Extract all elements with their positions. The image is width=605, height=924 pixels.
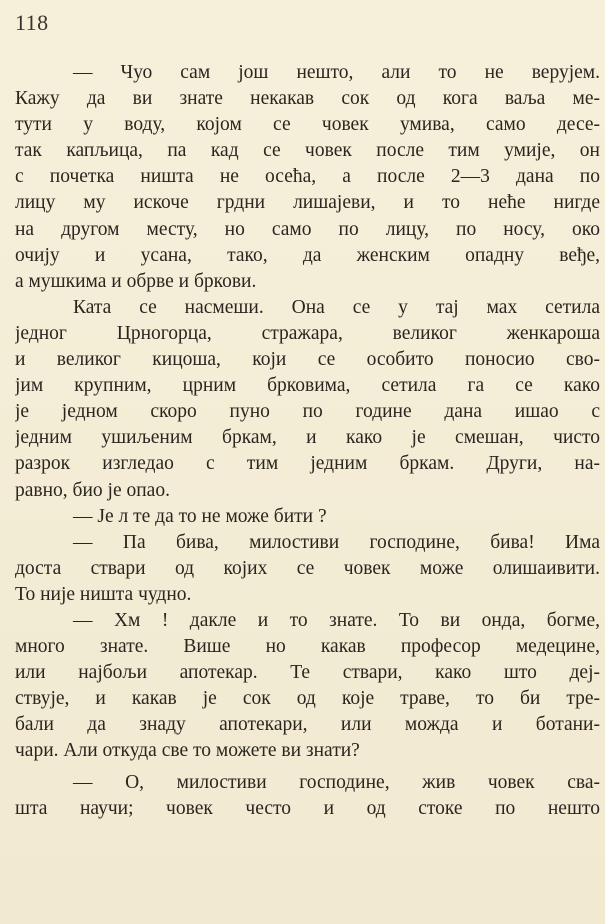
text-line: — Чуо сам још нешто, али то не верујем.	[73, 62, 600, 83]
text-line: јим крупним, црним брковима, сетила га се како	[15, 375, 600, 397]
text-line: Кажу да ви знате некакав сок од кога ваља ме-	[15, 88, 600, 110]
paragraph-3	[15, 504, 600, 530]
text-line: једног Црногорца, стражара, великог женкароша	[15, 322, 600, 344]
text-line: и великог кицоша, који се особито поносио сво-	[15, 349, 600, 371]
text-line: с почетка ништа не осећа, а после 2—3 дана по	[15, 166, 600, 188]
paragraph-6	[15, 770, 600, 822]
text-line: так капљица, па кад се човек после тим умије, он	[15, 140, 600, 162]
text-line: много знате. Више но какав професор медецине,	[15, 636, 600, 658]
text-body	[15, 60, 600, 822]
text-line: лицу му искоче грдни лишајеви, и то неће нигде	[15, 192, 600, 214]
text-line: — Хм ! дакле и то знате. То ви онда, богме,	[73, 609, 600, 631]
text-line: очију и усана, тако, да женским опадну веђе,	[15, 244, 600, 266]
text-line: шта научи; човек често и од стоке по нешто	[15, 797, 600, 819]
text-line: бали да знаду апотекари, или можда и ботани-	[15, 714, 600, 736]
text-line: ствује, и какав је сок од које траве, то би тре-	[15, 688, 600, 710]
text-line: а мушкима и обрве и бркови.	[15, 270, 257, 292]
text-line: — Је л те да то не може бити ?	[73, 505, 327, 527]
paragraph-2	[15, 295, 600, 504]
text-line: на другом месту, но само по лицу, по носу, око	[15, 218, 600, 240]
text-line: или најбољи апотекар. Те ствари, како што деј-	[15, 662, 600, 684]
text-line: тути у воду, којом се човек умива, само десе-	[15, 114, 600, 136]
paragraph-5	[15, 608, 600, 765]
text-line: разрок изгледао с тим једним бркам. Други, на-	[15, 453, 600, 475]
text-line: доста ствари од којих се човек може олишаивити.	[15, 557, 600, 579]
text-line: Ката се насмеши. Она се у тај мах сетила	[73, 296, 600, 318]
text-line: — О, милостиви господине, жив човек сва-	[73, 771, 600, 793]
text-line: То није ништа чудно.	[15, 583, 192, 605]
text-line: је једном скоро пуно по године дана ишао с	[15, 401, 600, 423]
text-line: чари. Али откуда све то можете ви знати?	[15, 740, 360, 762]
text-line: равно, био је опао.	[15, 479, 170, 501]
text-line: — Па бива, милостиви господине, бива! Има	[73, 531, 600, 553]
page-number: 118	[15, 10, 49, 35]
paragraph-4	[15, 530, 600, 608]
paragraph-1	[15, 60, 600, 295]
text-line: једним ушиљеним бркам, и како је смешан, чисто	[15, 427, 600, 449]
